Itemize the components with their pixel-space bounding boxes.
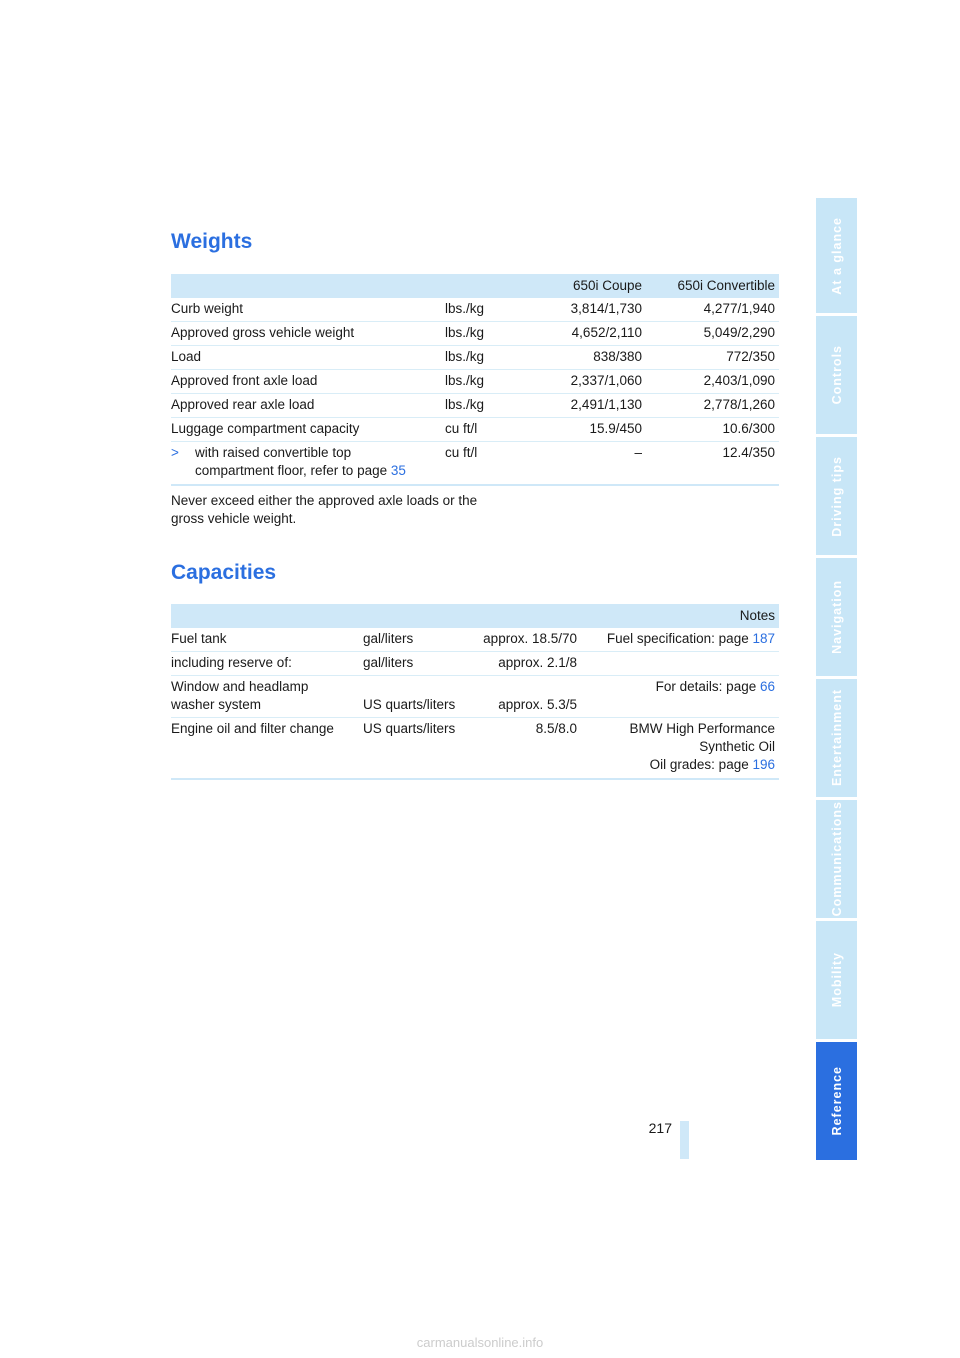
table-row <box>171 346 779 370</box>
row-label: Engine oil and filter change <box>171 721 334 736</box>
row-coupe: 15.9/450 <box>589 421 642 436</box>
side-tab-label: Navigation <box>829 580 844 654</box>
page-link[interactable]: 187 <box>752 631 775 646</box>
side-tab-at-a-glance[interactable] <box>816 198 857 313</box>
row-label: Luggage compartment capacity <box>171 421 360 436</box>
page-link[interactable]: 196 <box>752 757 775 772</box>
row-value: approx. 2.1/8 <box>498 655 577 670</box>
row-note-line2: Synthetic Oil <box>699 739 775 754</box>
side-tab-driving-tips[interactable] <box>816 437 857 555</box>
side-tab-navigation[interactable] <box>816 558 857 676</box>
row-unit: cu ft/l <box>445 421 478 436</box>
row-convertible: 772/350 <box>726 349 775 364</box>
col-notes-header: Notes <box>739 608 775 623</box>
table-row <box>171 322 779 346</box>
row-label: Approved rear axle load <box>171 397 315 412</box>
side-tab-label: Mobility <box>829 952 844 1008</box>
footer-watermark: carmanualsonline.info <box>416 1335 544 1350</box>
col-convertible-header: 650i Convertible <box>677 278 775 293</box>
page-link[interactable]: 66 <box>759 679 775 694</box>
table-row <box>171 298 779 322</box>
side-tab-label: Entertainment <box>829 689 844 787</box>
side-tab-label: Communications <box>829 801 844 917</box>
row-label-line2: washer system <box>171 697 262 712</box>
table-bottom-rule <box>171 484 779 486</box>
side-tab-label: Controls <box>829 345 844 405</box>
row-label: including reserve of: <box>171 655 292 670</box>
row-convertible: 2,403/1,090 <box>703 373 775 388</box>
row-coupe: 838/380 <box>593 349 642 364</box>
row-convertible: 10.6/300 <box>722 421 775 436</box>
col-coupe-header: 650i Coupe <box>572 278 642 293</box>
table-bottom-rule <box>171 778 779 780</box>
capacities-table <box>171 604 779 780</box>
table-row <box>171 652 779 676</box>
row-unit: lbs./kg <box>445 349 485 364</box>
side-tab-mobility[interactable] <box>816 921 857 1039</box>
row-coupe: – <box>634 445 642 460</box>
row-coupe: 2,337/1,060 <box>570 373 642 388</box>
table-row <box>171 394 779 418</box>
row-coupe: 3,814/1,730 <box>570 301 642 316</box>
row-value: 8.5/8.0 <box>535 721 577 736</box>
row-label-line2 <box>195 462 406 480</box>
row-label: with raised convertible top <box>195 445 352 460</box>
page-link[interactable]: 35 <box>390 463 406 478</box>
table-row <box>171 676 779 718</box>
side-tab-communications[interactable] <box>816 800 857 918</box>
page-number: 217 <box>648 1120 672 1136</box>
row-label: Fuel tank <box>171 631 227 646</box>
weights-heading: Weights <box>171 230 253 253</box>
row-convertible: 4,277/1,940 <box>703 301 775 316</box>
capacities-heading: Capacities <box>171 561 277 584</box>
row-note-text: For details: page <box>655 679 760 694</box>
row-label: Approved front axle load <box>171 373 318 388</box>
row-unit: lbs./kg <box>445 325 485 340</box>
row-unit: gal/liters <box>363 631 414 646</box>
side-tab-controls[interactable] <box>816 316 857 434</box>
side-tab-label: Driving tips <box>829 455 844 537</box>
row-note-line1: BMW High Performance <box>629 721 775 736</box>
table-row <box>171 628 779 652</box>
table-row <box>171 418 779 442</box>
row-coupe: 2,491/1,130 <box>570 397 642 412</box>
row-label: Window and headlamp <box>171 679 309 694</box>
row-unit: lbs./kg <box>445 301 485 316</box>
row-convertible: 2,778/1,260 <box>703 397 775 412</box>
row-coupe: 4,652/2,110 <box>571 325 642 340</box>
capacities-table-header <box>171 604 779 628</box>
page-number-bar <box>680 1121 689 1159</box>
bullet-marker: > <box>171 445 179 460</box>
row-note <box>607 630 775 648</box>
row-note-text: Fuel specification: page <box>606 631 753 646</box>
side-tab-label: At a glance <box>829 216 844 295</box>
side-tab-label: Reference <box>829 1066 844 1136</box>
side-tab-entertainment[interactable] <box>816 679 857 797</box>
row-convertible: 12.4/350 <box>722 445 775 460</box>
side-tab-reference[interactable] <box>816 1042 857 1160</box>
row-unit: US quarts/liters <box>363 721 456 736</box>
row-label-text: compartment floor, refer to page <box>195 463 391 478</box>
row-unit: lbs./kg <box>445 373 485 388</box>
row-unit: cu ft/l <box>445 445 478 460</box>
table-row <box>171 370 779 394</box>
row-unit: lbs./kg <box>445 397 485 412</box>
row-value: approx. 5.3/5 <box>498 697 577 712</box>
row-note-text: Oil grades: page <box>649 757 753 772</box>
row-note <box>656 678 775 696</box>
row-unit: gal/liters <box>363 655 414 670</box>
row-value: approx. 18.5/70 <box>483 631 577 646</box>
row-note-line3 <box>650 756 775 774</box>
row-label: Approved gross vehicle weight <box>171 325 355 340</box>
table-row <box>171 718 779 778</box>
table-row-sub <box>171 442 779 484</box>
row-unit: US quarts/liters <box>363 697 456 712</box>
weights-table <box>171 274 779 486</box>
row-label: Curb weight <box>171 301 244 316</box>
weights-note: Never exceed either the approved axle loads or the gross vehicle weight. <box>171 493 478 526</box>
row-label: Load <box>171 349 202 364</box>
row-convertible: 5,049/2,290 <box>703 325 775 340</box>
weights-table-header <box>171 274 779 298</box>
